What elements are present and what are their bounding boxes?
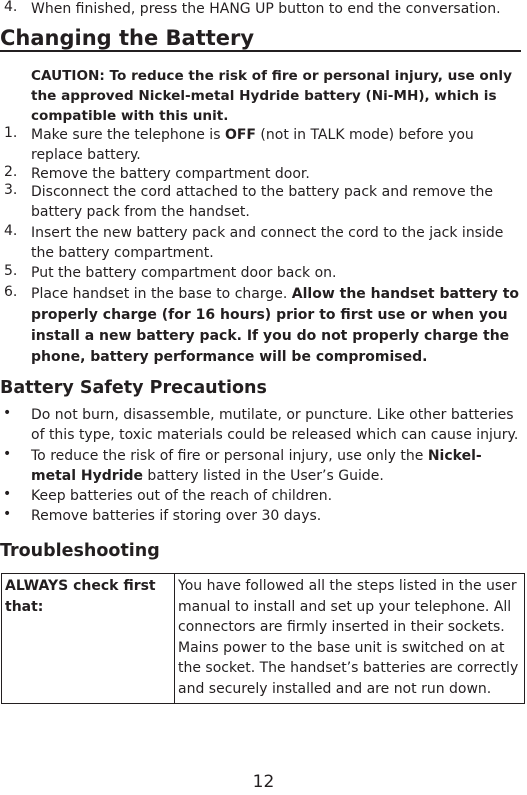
list-item [0, 446, 527, 488]
step-number: 5. [4, 263, 18, 279]
step-item [0, 125, 527, 167]
bullet-icon: • [3, 405, 12, 421]
list-item [0, 405, 527, 447]
bullet-icon: • [3, 446, 12, 462]
table-row [2, 574, 525, 704]
bullet-text: Remove batteries if storing over 30 days. [31, 508, 322, 524]
step-text: When finished, press the HANG UP button to end the conversation. [31, 1, 501, 17]
step-text: Place handset in the base to charge. [31, 286, 292, 302]
section-title: Changing the Battery [0, 26, 255, 50]
step-bold-text: Allow the handset battery to properly charge (for 16 hours) prior to first use or when you install a new battery pack. If you do not properly charge the phone, battery performance will be compromised. [31, 286, 520, 365]
troubleshooting-heading: Troubleshooting [0, 541, 160, 561]
bullet-icon: • [3, 506, 12, 522]
caution-note: CAUTION: To reduce the risk of fire or personal injury, use only the approved Nickel-metal Hydride battery (Ni-MH), which is compatible with this unit. [31, 68, 512, 124]
step-number: 1. [4, 125, 18, 141]
page-number: 12 [252, 772, 275, 792]
table-cell-condition: ALWAYS check first that: [2, 574, 175, 704]
step-number: 4. [4, 223, 18, 239]
top-step [0, 0, 527, 19]
step-text: Disconnect the cord attached to the battery pack and remove the battery pack from the handset. [31, 184, 493, 221]
step-item [0, 223, 527, 265]
troubleshooting-table [1, 573, 525, 704]
bullet-text: Do not burn, disassemble, mutilate, or puncture. Like other batteries of this type, toxic materials could be released which can cause injury. [31, 407, 519, 444]
step-text: Put the battery compartment door back on. [31, 265, 337, 281]
bullet-text: Keep batteries out of the reach of children. [31, 488, 333, 504]
bullet-text-post: battery listed in the User’s Guide. [142, 468, 384, 485]
table-cell-checks: You have followed all the steps listed in the user manual to install and set up your telephone. All connectors are firmly inserted in their sockets. Mains power to the base unit is switched on at the socket. The handset’s batteries are correctly and securely installed and are not run down. [175, 574, 525, 704]
step-text: Remove the battery compartment door. [31, 166, 310, 182]
step-bold-text: OFF [224, 127, 256, 143]
step-number: 2. [4, 164, 18, 180]
step-text: Make sure the telephone is [31, 127, 225, 143]
bullet-text: To reduce the risk of fire or personal injury, use only the [31, 448, 428, 464]
list-item [0, 486, 527, 508]
step-text-post: (not in TALK mode) before you replace battery. [31, 127, 474, 164]
safety-heading: Battery Safety Precautions [0, 378, 267, 398]
step-number: 4. [4, 0, 18, 15]
list-item [0, 506, 527, 528]
step-number: 3. [4, 182, 18, 198]
bullet-icon: • [3, 486, 12, 502]
step-item [0, 263, 527, 285]
step-number: 6. [4, 284, 18, 300]
section-rule [0, 50, 521, 52]
step-text: Insert the new battery pack and connect the cord to the jack inside the battery compartment. [31, 225, 504, 262]
step-item [0, 284, 527, 368]
step-item [0, 182, 527, 224]
bullet-bold-text: Nickel-metal Hydride [31, 448, 482, 485]
